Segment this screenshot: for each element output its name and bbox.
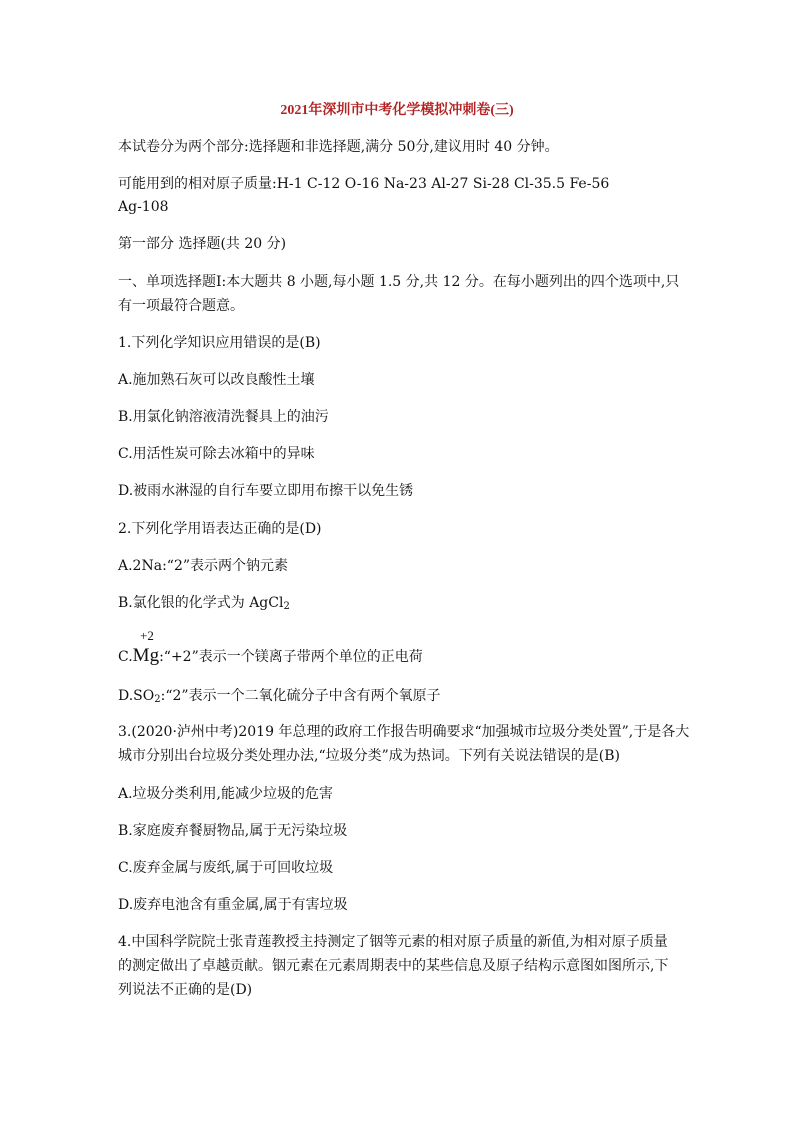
q2-option-c-prefix: C. [118, 649, 133, 665]
atomic-masses-line-1: 可能用到的相对原子质量:H-1 C-12 O-16 Na-23 Al-27 Si-28 Cl-35.5 Fe-56 [118, 176, 610, 192]
q2-option-b-subscript: 2 [283, 601, 290, 612]
q4-stem-line-3: 列说法不正确的是(D) [118, 982, 253, 998]
q2-option-b-text: B.氯化银的化学式为 AgCl [118, 595, 284, 611]
section1-instructions-line-1: 一、单项选择题Ⅰ:本大题共 8 小题,每小题 1.5 分,共 12 分。在每小题列出的四个选项中,只 [118, 274, 680, 290]
q2-stem: 2.下列化学用语表达正确的是(D) [118, 521, 322, 537]
q3-stem-line-1: 3.(2020·泸州中考)2019 年总理的政府工作报告明确要求“加强城市垃圾分类处置”,于是各大 [118, 724, 690, 740]
q2-option-b [118, 591, 688, 619]
q3-stem-line-2: 城市分别出台垃圾分类处理办法,“垃圾分类”成为热词。下列有关说法错误的是(B) [118, 748, 620, 764]
part1-heading: 第一部分 选择题(共 20 分) [118, 236, 287, 252]
document-title: 2021年深圳市中考化学模拟冲刺卷(三) [280, 103, 514, 118]
q3-option-c: C.废弃金属与废纸,属于可回收垃圾 [118, 860, 334, 876]
q2-option-c-text: :“+2”表示一个镁离子带两个单位的正电荷 [159, 649, 423, 665]
q2-option-d-subscript: 2 [154, 694, 161, 705]
q1-option-b: B.用氯化钠溶液清洗餐具上的油污 [118, 409, 329, 425]
q3-option-b: B.家庭废弃餐厨物品,属于无污染垃圾 [118, 823, 348, 839]
q4-stem-line-2: 的测定做出了卓越贡献。铟元素在元素周期表中的某些信息及原子结构示意图如图所示,下 [118, 958, 669, 974]
q2-option-c-symbol: Mg [132, 645, 160, 666]
intro-text: 本试卷分为两个部分:选择题和非选择题,满分 50分,建议用时 40 分钟。 [118, 139, 559, 155]
q3-option-d: D.废弃电池含有重金属,属于有害垃圾 [118, 897, 348, 913]
q2-option-d [118, 684, 688, 712]
q3-option-a: A.垃圾分类利用,能减少垃圾的危害 [118, 786, 334, 802]
q4-stem-line-1: 4.中国科学院院士张青莲教授主持测定了铟等元素的相对原子质量的新值,为相对原子质量 [118, 934, 668, 950]
q2-option-d-text: :“2”表示一个二氧化硫分子中含有两个氧原子 [160, 688, 441, 704]
q2-option-c [118, 644, 688, 669]
atomic-masses-line-2: Ag-108 [118, 199, 169, 215]
q1-option-c: C.用活性炭可除去冰箱中的异味 [118, 446, 315, 462]
section1-instructions-line-2: 有一项最符合题意。 [118, 298, 244, 314]
q1-stem: 1.下列化学知识应用错误的是(B) [118, 335, 321, 351]
q1-option-a: A.施加熟石灰可以改良酸性土壤 [118, 372, 315, 388]
q1-option-d: D.被雨水淋湿的自行车要立即用布擦干以免生锈 [118, 483, 414, 499]
q2-option-a: A.2Na:“2”表示两个钠元素 [118, 558, 289, 574]
q2-option-c-charge-superscript: +2 [140, 628, 154, 643]
q2-option-d-prefix: D.SO [118, 688, 155, 704]
